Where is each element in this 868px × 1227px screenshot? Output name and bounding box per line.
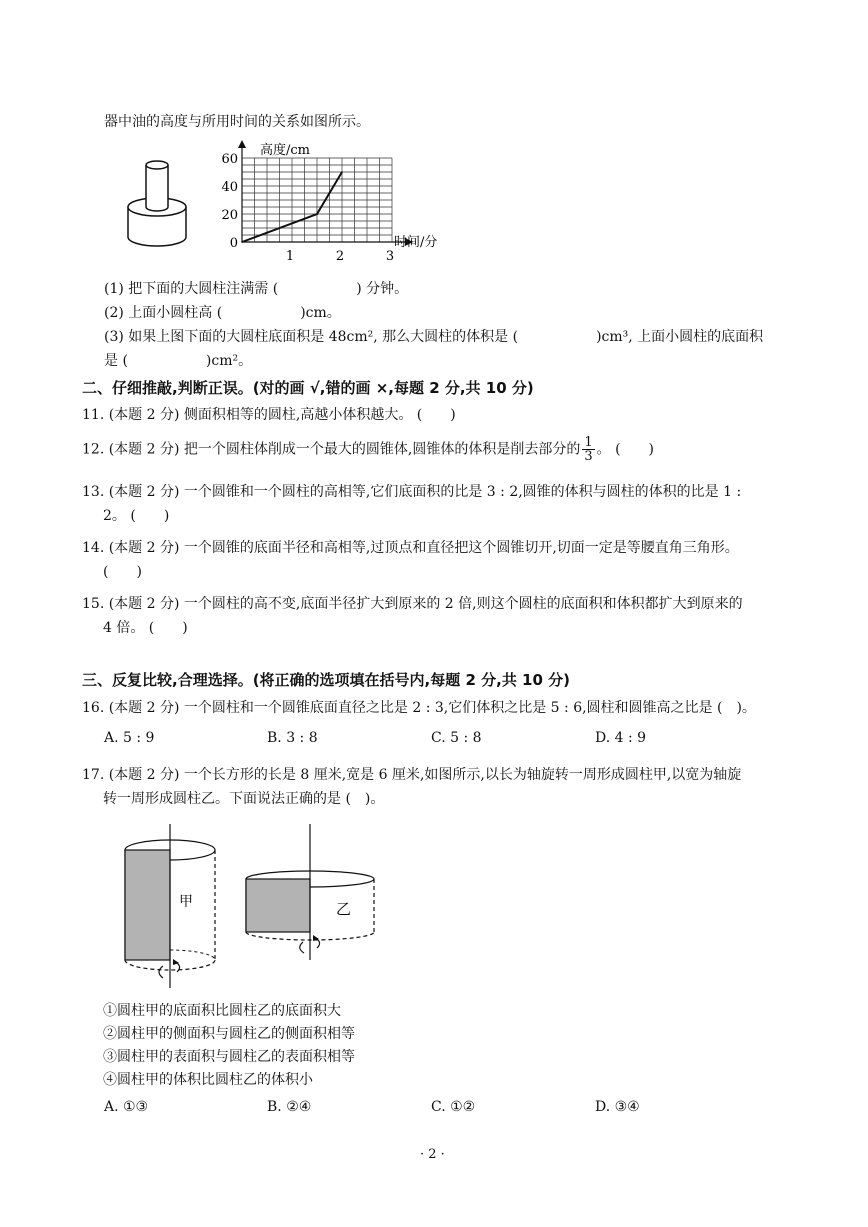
intro-line: 器中油的高度与所用时间的关系如图所示。 <box>104 114 370 130</box>
q16-option-b[interactable]: B. 3 : 8 <box>267 730 318 746</box>
question-17-line2: 转一周形成圆柱乙。下面说法正确的是 ( )。 <box>103 791 385 807</box>
cylinder-jia-figure <box>115 822 225 990</box>
question-14-line1: 14. (本题 2 分) 一个圆锥的底面半径和高相等,过顶点和直径把这个圆锥切开,切面一定是等腰直角三角形。 <box>82 540 739 556</box>
y-tick-label: 0 <box>229 236 238 251</box>
q10-sub-2 <box>104 303 341 323</box>
stacked-cylinder-figure <box>122 155 192 255</box>
y-tick-label: 20 <box>221 208 238 223</box>
data-point <box>316 213 318 215</box>
statement-2: ②圆柱甲的侧面积与圆柱乙的侧面积相等 <box>103 1026 355 1042</box>
fraction-numerator: 1 <box>584 435 593 450</box>
q16-option-d[interactable]: D. 4 : 9 <box>595 730 647 746</box>
data-point <box>241 241 243 243</box>
x-axis-label: 时间/分 <box>394 235 438 250</box>
statement-1: ①圆柱甲的底面积比圆柱乙的底面积大 <box>103 1003 341 1019</box>
question-13-line2: 2。 ( ) <box>103 508 170 524</box>
q10-2-prefix: (2) 上面小圆柱高 ( <box>104 305 223 321</box>
q17-option-d[interactable]: D. ③④ <box>595 1099 640 1115</box>
x-tick-label: 2 <box>335 249 345 264</box>
section2-heading: 二、仔细推敲,判断正误。(对的画 √,错的画 ×,每题 2 分,共 10 分) <box>82 379 534 397</box>
question-13-line1: 13. (本题 2 分) 一个圆锥和一个圆柱的高相等,它们底面积的比是 3 : 2,圆锥的体积与圆柱的体积的比是 1 : <box>82 484 742 500</box>
label-yi: 乙 <box>336 900 352 918</box>
graph-grid <box>242 158 392 242</box>
q16-option-c[interactable]: C. 5 : 8 <box>431 730 482 746</box>
q12-answer-paren: 。 ( ) <box>596 441 655 458</box>
q17-option-a[interactable]: A. ①③ <box>104 1099 149 1115</box>
y-axis-label: 高度/cm <box>260 143 310 158</box>
height-time-graph <box>210 138 450 266</box>
y-tick-label: 40 <box>221 180 238 195</box>
data-point <box>341 171 343 173</box>
x-tick-label: 1 <box>285 249 295 264</box>
question-14-line2: ( ) <box>103 564 142 580</box>
label-jia: 甲 <box>179 894 193 910</box>
fraction-one-third <box>582 436 594 463</box>
cylinder-yi-figure <box>240 822 380 962</box>
q17-option-c[interactable]: C. ①② <box>431 1099 476 1115</box>
statement-3: ③圆柱甲的表面积与圆柱乙的表面积相等 <box>103 1049 355 1065</box>
question-16: 16. (本题 2 分) 一个圆柱和一个圆锥底面直径之比是 2 : 3,它们体积之比是 5 : 6,圆柱和圆锥高之比是 ( )。 <box>82 700 756 716</box>
y-tick-label: 60 <box>221 152 238 167</box>
q16-option-a[interactable]: A. 5 : 9 <box>104 730 155 746</box>
question-11: 11. (本题 2 分) 侧面积相等的圆柱,高越小体积越大。 ( ) <box>82 407 456 423</box>
q10-sub-3-line2 <box>104 351 252 371</box>
statement-4: ④圆柱甲的体积比圆柱乙的体积小 <box>103 1072 313 1088</box>
q10-2-suffix: )cm。 <box>300 305 341 321</box>
q10-1-suffix: ) 分钟。 <box>356 281 409 297</box>
q10-1-prefix: (1) 把下面的大圆柱注满需 ( <box>104 281 279 297</box>
page-number: · 2 · <box>420 1147 445 1162</box>
q17-option-b[interactable]: B. ②④ <box>267 1099 312 1115</box>
q12-text: 12. (本题 2 分) 把一个圆柱体削成一个最大的圆锥体,圆锥体的体积是削去部分的 <box>82 441 581 458</box>
q10-3-middle: )cm³, 上面小圆柱的底面积 <box>596 329 764 345</box>
q10-3-prefix: (3) 如果上图下面的大圆柱底面积是 48cm², 那么大圆柱的体积是 ( <box>104 329 519 345</box>
question-15-line2: 4 倍。 ( ) <box>103 620 188 636</box>
question-17-line1: 17. (本题 2 分) 一个长方形的长是 8 厘米,宽是 6 厘米,如图所示,以长为轴旋转一周形成圆柱甲,以宽为轴旋 <box>82 767 742 783</box>
question-12 <box>82 436 654 463</box>
q10-3-line2-prefix: 是 ( <box>104 353 128 369</box>
x-tick-label: 3 <box>385 249 395 264</box>
q10-sub-3 <box>104 327 763 347</box>
q10-3-line2-suffix: )cm²。 <box>205 353 253 369</box>
question-15-line1: 15. (本题 2 分) 一个圆柱的高不变,底面半径扩大到原来的 2 倍,则这个圆柱的底面积和体积都扩大到原来的 <box>82 596 743 612</box>
section3-heading: 三、反复比较,合理选择。(将正确的选项填在括号内,每题 2 分,共 10 分) <box>82 671 571 689</box>
fraction-denominator: 3 <box>584 449 593 464</box>
q10-sub-1 <box>104 279 408 299</box>
